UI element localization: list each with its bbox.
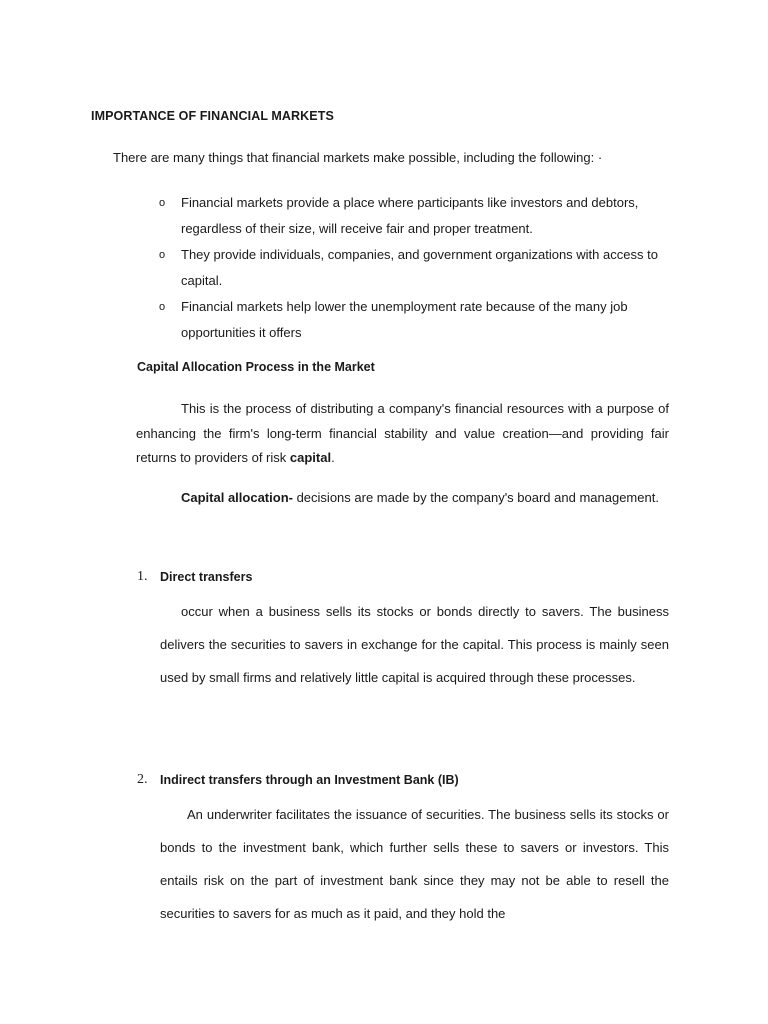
paragraph-end: . [331, 450, 335, 465]
bullet-text: Financial markets provide a place where participants like investors and debtors, regardless of their size, will receive fair and proper treatment. [181, 195, 639, 236]
bullet-marker: o [159, 301, 166, 313]
bullet-list [159, 190, 679, 346]
paragraph-text: This is the process of distributing a company's financial resources with a purpose of enhancing the firm's long-term financial stability and value creation—and providing fair returns to providers of risk [136, 401, 669, 465]
document-title: IMPORTANCE OF FINANCIAL MARKETS [91, 109, 334, 123]
bullet-marker: o [159, 249, 166, 261]
list-item [159, 294, 679, 346]
section-body-indirect-transfers [160, 798, 669, 930]
section-heading: Capital Allocation Process in the Market [137, 360, 375, 374]
bullet-marker: o [159, 197, 166, 209]
paragraph-capital-allocation-definition [136, 486, 669, 511]
section-body-direct-transfers [160, 595, 669, 694]
section-heading-indirect-transfers: Indirect transfers through an Investment Bank (IB) [160, 773, 459, 787]
paragraph-bold-term: Capital allocation- [181, 490, 293, 505]
section-body-text: occur when a business sells its stocks or bonds directly to savers. The business delivers the securities to savers in exchange for the capital. This process is mainly seen used by small firms and relatively little capital is acquired through these processes. [160, 604, 669, 685]
section-number: 1. [137, 569, 148, 584]
paragraph-bold-term: capital [289, 450, 332, 465]
section-heading-direct-transfers: Direct transfers [160, 570, 253, 584]
section-number: 2. [137, 772, 148, 787]
paragraph-capital-allocation-process [136, 397, 669, 471]
bullet-text: They provide individuals, companies, and government organizations with access to capital. [181, 247, 658, 288]
list-item [159, 242, 679, 294]
intro-text: There are many things that financial markets make possible, including the following: · [113, 150, 603, 165]
bullet-text: Financial markets help lower the unemployment rate because of the many job opportunities it offers [181, 299, 628, 340]
list-item [159, 190, 679, 242]
paragraph-text: decisions are made by the company's board and management. [292, 490, 659, 505]
section-body-text: An underwriter facilitates the issuance of securities. The business sells its stocks or bonds to the investment bank, which further sells these to savers or investors. This entails risk on the part of investment bank since they may not be able to resell the securities to savers for as much as it paid, and they hold the [160, 807, 669, 921]
